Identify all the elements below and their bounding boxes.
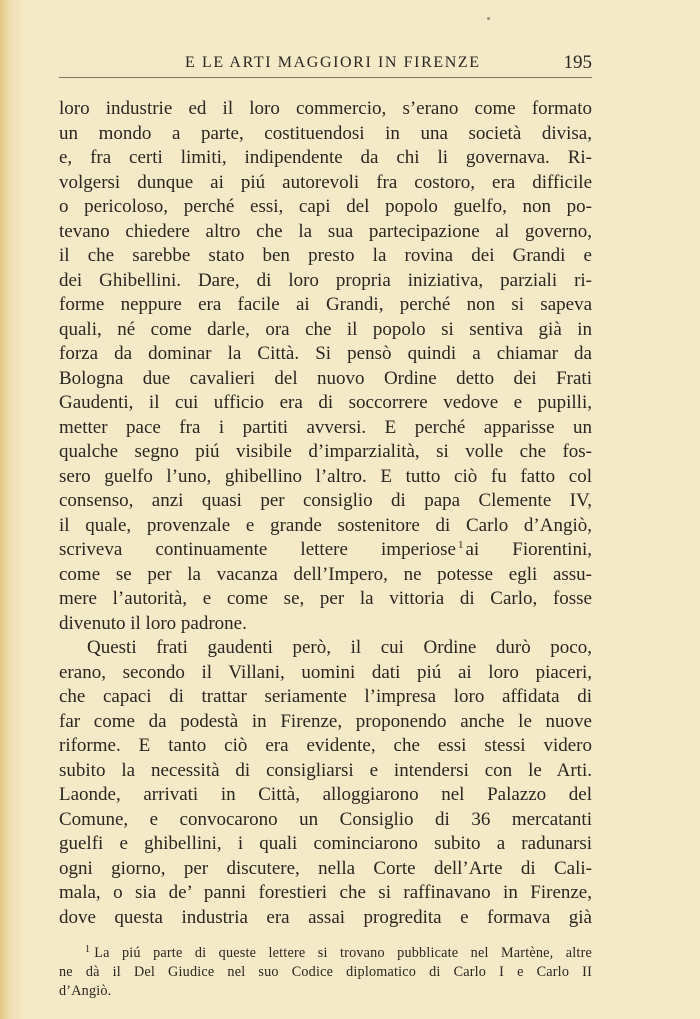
text-line: qualche segno piú visibile d’imparzialità, si volle che fos- [59,441,592,462]
text-line: che capaci di trattar seriamente l’impresa loro affidata di [59,686,592,707]
footnote-reference[interactable]: 1 [457,539,464,551]
text-line: come se per la vacanza dell’Impero, ne potesse egli assu- [59,563,592,585]
text-line: il quale, provenzale e grande sostenitore di Carlo d’Angiò, [59,514,592,536]
text-line: volgersi dunque ai piú autorevoli fra costoro, era difficile [59,171,592,193]
footnote-line [59,944,592,963]
text-line: quali, né come darle, ora che il popolo si sentiva già in [59,318,592,340]
text-line: divenuto il loro padrone. [59,612,247,634]
text-line: Gaudenti, il cui ufficio era di soccorrere vedove e pupilli, [59,392,592,413]
page-number: 195 [563,52,592,73]
text-line: il che sarebbe stato ben presto la rovina dei Grandi e [59,245,592,266]
text-line: e, fra certi limiti, indipendente da chi li governava. Ri- [59,147,592,168]
text-line: subito la necessità di consigliarsi e intendersi con le Arti. [59,759,592,781]
text-fragment: scriveva continuamente lettere imperiose [59,539,456,560]
paper-speck [487,17,490,20]
text-line: Bologna due cavalieri del nuovo Ordine detto dei Frati [59,367,592,389]
footnote [59,944,592,1001]
text-line: forza da dominar la Città. Si pensò quindi a chiamar da [59,343,592,364]
text-line: Laonde, arrivati in Città, alloggiarono nel Palazzo del [59,784,592,805]
running-title: E LE ARTI MAGGIORI IN FIRENZE [185,54,481,71]
text-line: sero guelfo l’uno, ghibellino l’altro. E tutto ciò fu fatto col [59,465,592,487]
text-line: tevano chiedere altro che la sua partecipazione al governo, [59,220,592,242]
text-line: dei Ghibellini. Dare, di loro propria iniziativa, parziali ri- [59,269,592,291]
text-fragment: ai Fiorentini, [465,539,592,560]
text-line: o pericoloso, perché essi, capi del popolo guelfo, non po- [59,196,592,217]
text-line: consenso, anzi quasi per consiglio di papa Clemente IV, [59,490,592,511]
text-line: Questi frati gaudenti però, il cui Ordine durò poco, [87,637,592,658]
text-line: metter pace fra i partiti avversi. E perché apparisse un [59,416,592,438]
text-line: Comune, e convocarono un Consiglio di 36 mercatanti [59,808,592,830]
text-line: mere l’autorità, e come se, per la vittoria di Carlo, fosse [59,588,592,609]
text-line: guelfi e ghibellini, i quali cominciarono subito a radunarsi [59,833,592,854]
footnote-text: La piú parte di queste lettere si trovano pubblicate nel Martène, altre [94,945,592,961]
footnote-line: d’Angiò. [59,983,112,999]
text-line: dove questa industria era assai progredita e formava già [59,906,592,928]
text-line-with-footnote-ref [59,538,592,563]
text-line: far come da podestà in Firenze, proponendo anche le nuove [59,710,592,732]
text-line: ogni giorno, per discutere, nella Corte dell’Arte di Cali- [59,857,592,879]
footnote-line: ne dà il Del Giudice nel suo Codice diplomatico di Carlo I e Carlo II [59,964,592,980]
text-line: riforme. E tanto ciò era evidente, che essi stessi videro [59,735,592,756]
footnote-mark: 1 [85,944,91,955]
text-line: mala, o sia de’ panni forestieri che si raffinavano in Firenze, [59,882,592,903]
running-head [59,51,592,78]
text-line: loro industrie ed il loro commercio, s’erano come formato [59,98,592,119]
text-line: forme neppure era facile ai Grandi, perché non si sapeva [59,294,592,315]
body-text [59,97,592,930]
text-line: erano, secondo il Villani, uomini dati piú ai loro piaceri, [59,661,592,683]
text-line: un mondo a parte, costituendosi in una società divisa, [59,122,592,144]
